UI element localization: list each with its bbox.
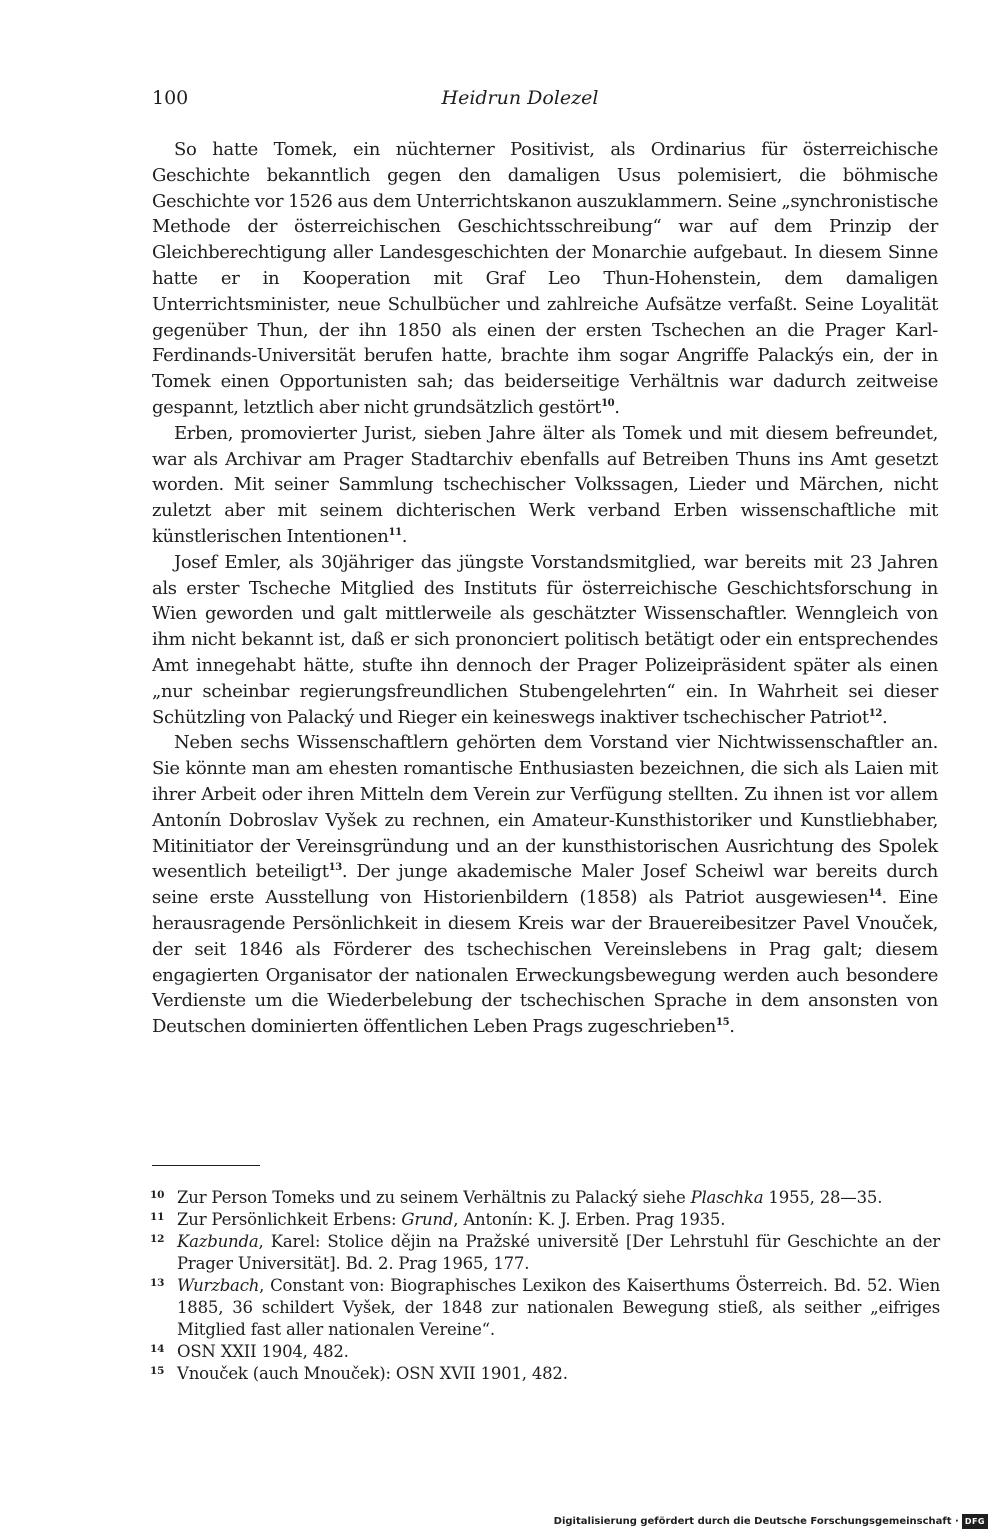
footnote-number: 12 [150, 1233, 165, 1245]
dfg-logo-icon: DFG [962, 1514, 988, 1529]
footnote-number: 11 [150, 1211, 165, 1223]
footnote-rule [152, 1165, 260, 1166]
footnote-ref: 12 [868, 707, 883, 719]
footnote-number: 14 [150, 1343, 165, 1355]
running-head: Heidrun Dolezel [441, 87, 599, 109]
footnote-number: 10 [150, 1189, 165, 1201]
footnote-ref: 14 [868, 888, 882, 900]
footnote-number: 13 [150, 1277, 165, 1289]
footnote: 12 Kazbunda, Karel: Stolice dějin na Pražské universitě [Der Lehrstuhl für Geschichte an der Prager Universität]. Bd. 2. Prag 1965, 177. [150, 1232, 940, 1273]
credit-text: Digitalisierung gefördert durch die Deutsche Forschungsgemeinschaft · [553, 1516, 959, 1527]
paragraph: So hatte Tomek, ein nüchterner Positivist, als Ordinarius für österreichische Geschichte bekanntlich gegen den damaligen Usus polemisiert, die böhmische Geschichte vor 1526 aus dem Unterrichtskanon auszuklammern. Seine „synchronistische Methode der österreichischen Geschichtsschreibung“ war auf dem Prinzip der Gleichberechtigung aller Landesgeschichten der Monarchie aufgebaut. In diesem Sinne hatte er in Kooperation mit Graf Leo Thun-Hohenstein, dem damaligen Unterrichtsminister, neue Schulbücher und zahlreiche Aufsätze verfaßt. Seine Loyalität gegenüber Thun, der ihn 1850 als einen der ersten Tschechen an die Prager Karl-Ferdinands-Universität berufen hatte, brachte ihm sogar Angriffe Palackýs ein, der in Tomek einen Opportunisten sah; das beiderseitige Verhältnis war dadurch zeitweise gespannt, letztlich aber nicht grundsätzlich gestört$^{10}$. [152, 139, 938, 418]
footnote: 11 Zur Persönlichkeit Erbens: Grund, Antonín: K. J. Erben. Prag 1935. [150, 1210, 726, 1229]
footnote: 10 Zur Person Tomeks und zu seinem Verhältnis zu Palacký siehe Plaschka 1955, 28—35. [150, 1188, 883, 1207]
footnote-ref: 13 [328, 862, 342, 874]
footnote-ref: 10 [601, 397, 615, 409]
paragraph: Josef Emler, als 30jähriger das jüngste Vorstandsmitglied, war bereits mit 23 Jahren als erster Tscheche Mitglied des Instituts für österreichische Geschichtsforschung in Wien geworden und galt mittlerweile als geschätzter Wissenschaftler. Wenngleich von ihm nicht bekannt ist, daß er sich prononciert politisch betätigt oder ein entsprechendes Amt innegehabt hätte, stufte ihn dennoch der Prager Polizeipräsident später als einen „nur scheinbar regierungsfreundlichen Stubengelehrten“ ein. In Wahrheit sei dieser Schützling von Palacký und Rieger ein keineswegs inaktiver tschechischer Patriot$^{12}$. [152, 551, 938, 728]
digitization-credit [554, 1514, 988, 1529]
footnote-number: 15 [150, 1365, 165, 1377]
paragraph: Erben, promovierter Jurist, sieben Jahre älter als Tomek und mit diesem befreundet, war als Archivar am Prager Stadtarchiv ebenfalls auf Betreiben Thuns ins Amt gesetzt worden. Mit seiner Sammlung tschechischer Volkssagen, Lieder und Märchen, nicht zuletzt aber mit seinem dichterischen Werk verband Erben wissenschaftliche mit künstlerischen Intentionen$^{11}$. [152, 422, 938, 547]
footnote: 15 Vnouček (auch Mnouček): OSN XVII 1901, 482. [150, 1364, 568, 1383]
page-number: 100 [152, 87, 189, 109]
footnote-ref: 15 [716, 1017, 730, 1029]
paragraph: Neben sechs Wissenschaftlern gehörten dem Vorstand vier Nichtwissenschaftler an. Sie könnte man am ehesten romantische Enthusiasten bezeichnen, die sich als Laien mit ihrer Arbeit oder ihren Mitteln dem Verein zur Verfügung stellten. Zu ihnen ist vor allem Antonín Dobroslav Vyšek zu rechnen, ein Amateur-Kunsthistoriker und Kunstliebhaber, Mitinitiator der Vereinsgründung und an der kunsthistorischen Ausrichtung des Spolek wesentlich beteiligt$^{13}$. Der junge akademische Maler Josef Scheiwl war bereits durch seine erste Ausstellung von Historienbildern (1858) als Patriot ausgewiesen$^{14}$. Eine herausragende Persönlichkeit in diesem Kreis war der Brauereibesitzer Pavel Vnouček, der seit 1846 als Förderer des tschechischen Vereinslebens in Prag galt; diesem engagierten Organisator der nationalen Erweckungsbewegung werden auch besondere Verdienste um die Wiederbelebung der tschechischen Sprache in dem ansonsten von Deutschen dominierten öffentlichen Leben Prags zugeschrieben$^{15}$. [152, 732, 938, 1038]
body-text [152, 137, 938, 1040]
footnote: 14 OSN XXII 1904, 482. [150, 1342, 349, 1361]
footnote-ref: 11 [388, 526, 402, 538]
footnotes [150, 1187, 940, 1385]
footnote: 13 Wurzbach, Constant von: Biographisches Lexikon des Kaiserthums Österreich. Bd. 52. Wien 1885, 36 schildert Vyšek, der 1848 zur nationalen Bewegung stieß, als seither „eifriges Mitglied fast aller nationalen Vereine“. [150, 1276, 940, 1339]
